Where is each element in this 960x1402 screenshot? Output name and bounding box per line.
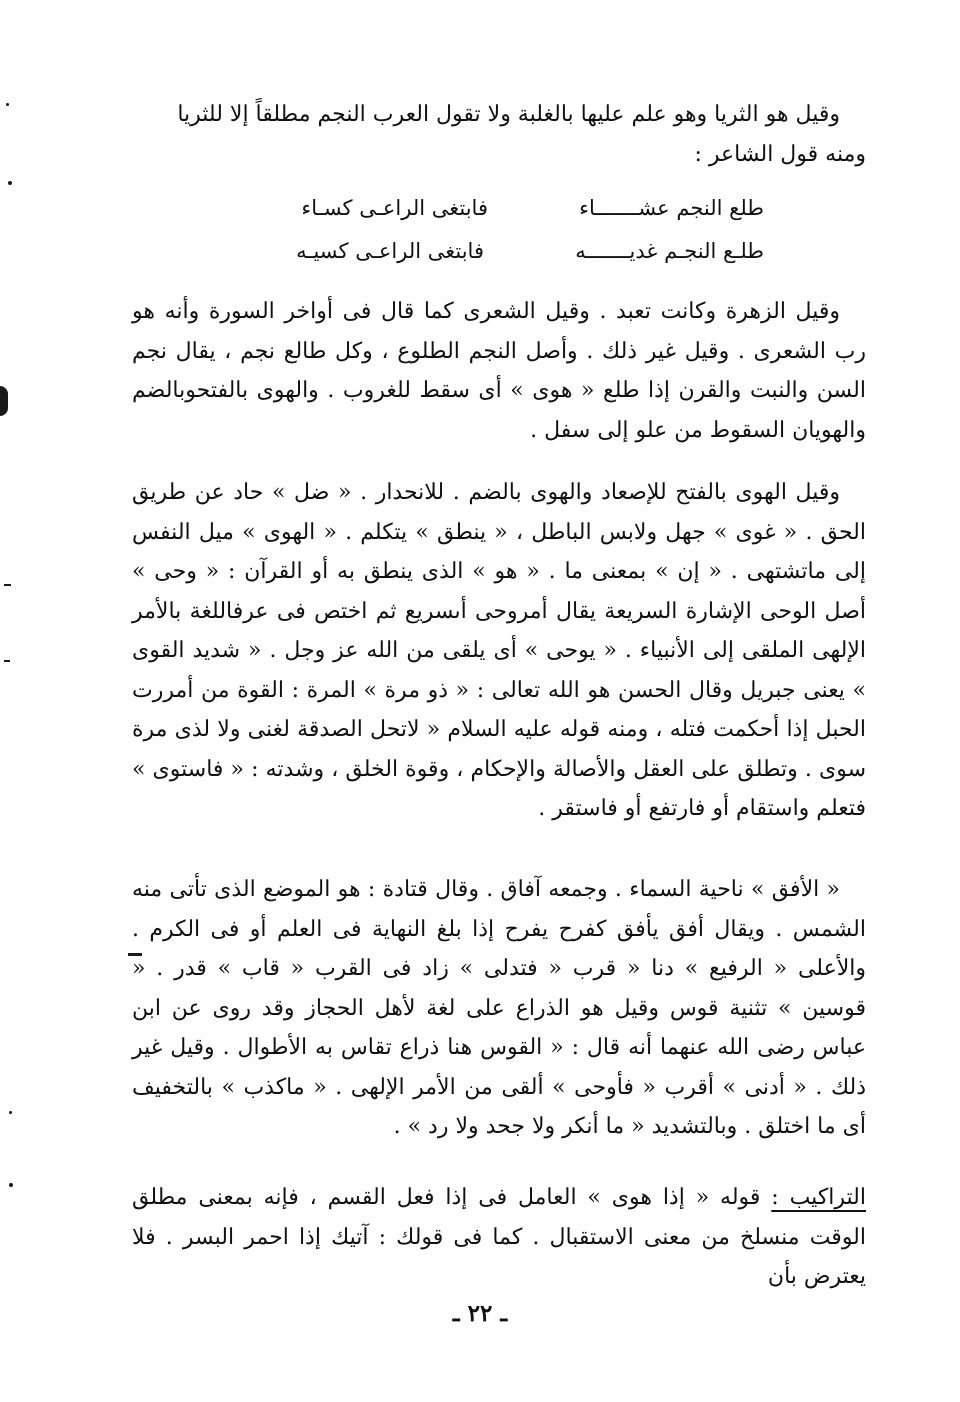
scan-speck [8, 181, 12, 185]
paragraph-text: وقيل الزهرة وكانت تعبد . وقيل الشعرى كما قال فى أواخر السورة وأنه هو رب الشعرى . وقيل غير ذلك . وأصل النجم الطلوع ، وكل طالع نجم ، يقال نجم السن والنبت والقرن إذا طلع « هوى » أى سقط للغروب . والهوى بالفتحوبالضم والهويان السقوط من علو إلى سفل . [132, 299, 866, 443]
verse-2-first-hemistich: طلـع النجـم غديـــــــه [575, 239, 764, 263]
vocabulary-paragraph [132, 473, 866, 829]
verse-2-second-hemistich: فابتغى الراعـى كسيـه [296, 239, 484, 263]
scan-speck [4, 584, 11, 586]
paragraph-text: « الأفق » ناحية السماء . وجمعه آفاق . وقال قتادة : هو الموضع الذى تأتى منه الشمس . ويقال أفق يأفق كفرح يفرح إذا بلغ النهاية فى العلم أو فى الكرم . والأعلى « الرفيع » دنا « قرب « فتدلى » زاد فى القرب « قاب » قدر . « قوسين » تثنية قوس وقيل هو الذراع على لغة لأهل الحجاز وقد روى عن ابن عباس رضى الله عنهما أنه قال : « القوس هنا ذراع تقاس به الأطوال . وقيل غير ذلك . « أدنى » أقرب « فأوحى » ألقى من الأمر الإلهى . « ماكذب » بالتخفيف أى ما اختلق . وبالتشديد « ما أنكر ولا جحد ولا رد » . [132, 877, 866, 1139]
paragraph-line: ومنه قول الشاعر : [694, 141, 866, 167]
scan-speck [4, 660, 10, 662]
grammar-text: قوله « إذا هوى » العامل فى إذا فعل القسم ، فإنه بمعنى مطلق الوقت منسلخ من معنى الاستقبال . كما فى قولك : آتيك إذا احمر البسر . فلا يعترض بأن [132, 1185, 866, 1289]
scan-speck [6, 103, 9, 106]
verse-1-first-hemistich: طلع النجم عشـــــــاء [579, 196, 764, 220]
verse-1-second-hemistich: فابتغى الراعـى كسـاء [301, 196, 488, 220]
ufuq-paragraph [132, 870, 866, 1147]
page-number: ـ ٢٢ ـ [452, 1300, 508, 1327]
grammar-paragraph [132, 1178, 866, 1297]
najm-explanation-paragraph [132, 292, 866, 450]
paragraph-line: وقيل هو الثريا وهو علم عليها بالغلبة ولا تقول العرب النجم مطلقاً إلا للثريا [177, 102, 840, 127]
section-heading-tarakib: التراكيب : [771, 1185, 867, 1210]
opening-paragraph [132, 95, 866, 174]
scan-speck [9, 1183, 13, 1187]
scan-edge-mark [0, 386, 8, 416]
paragraph-text [132, 1178, 866, 1297]
scan-speck [128, 953, 142, 956]
paragraph-text: وقيل الهوى بالفتح للإصعاد والهوى بالضم . للانحدار . « ضل » حاد عن طريق الحق . « غوى » جهل ولابس الباطل ، « ينطق » يتكلم . « الهوى » ميل النفس إلى ماتشتهى . « إن » بمعنى ما . « هو » الذى ينطق به أو القرآن : « وحى » أصل الوحى الإشارة السريعة يقال أمروحى أىسريع ثم اختص فى عرفاللغة بالأمر الإلهى الملقى إلى الأنبياء . « يوحى » أى يلقى من الله عز وجل . « شديد القوى » يعنى جبريل وقال الحسن هو الله تعالى : « ذو مرة » المرة : القوة من أمررت الحبل إذا أحكمت فتله ، ومنه قوله عليه السلام « لاتحل الصدقة لغنى ولا لذى مرة سوى . وتطلق على العقل والأصالة والإحكام ، وقوة الخلق ، وشدته : « فاستوى » فتعلم واستقام أو فارتفع أو فاستقر . [132, 480, 866, 821]
scan-speck [9, 1111, 12, 1114]
